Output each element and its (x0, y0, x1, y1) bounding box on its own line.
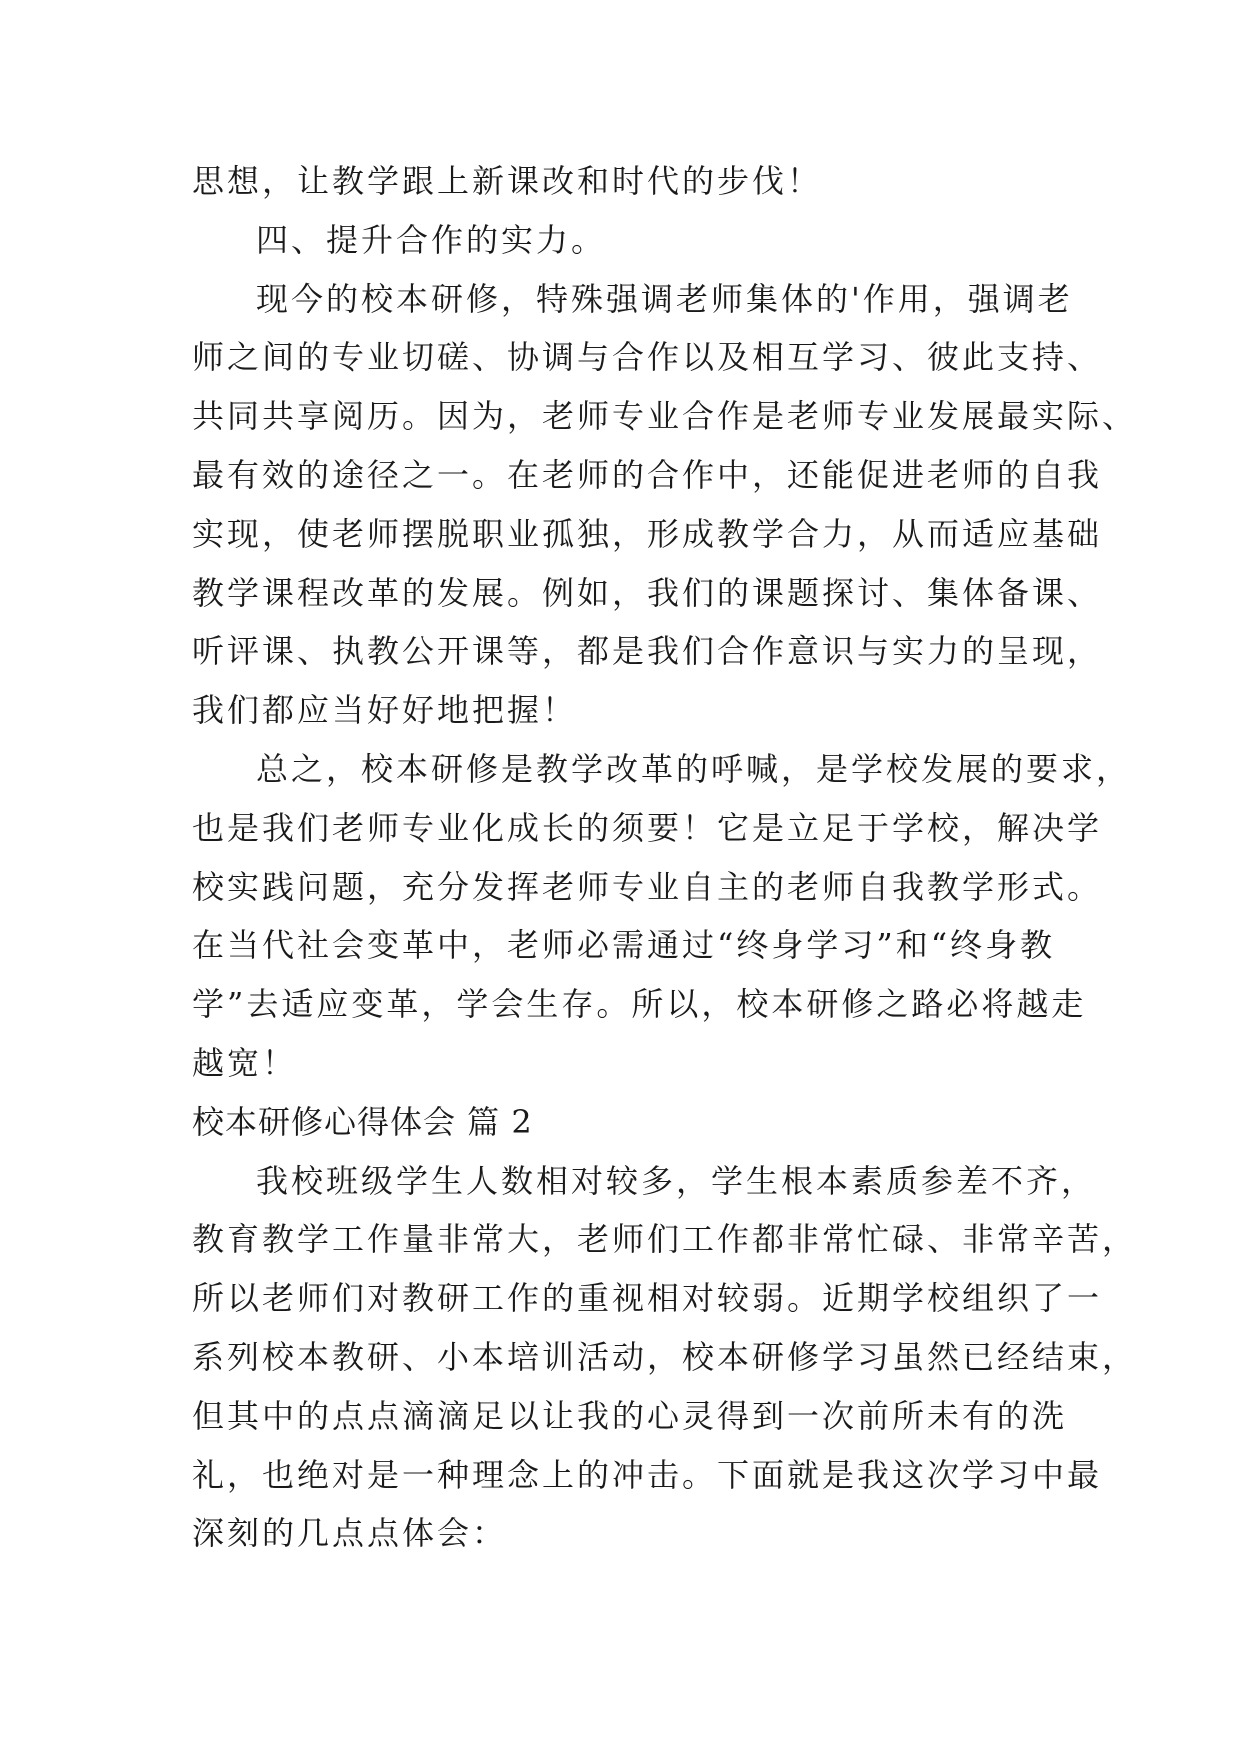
paragraph-line: 越宽！ (192, 1043, 298, 1082)
paragraph-line: 校实践问题，充分发挥老师专业自主的老师自我教学形式。 (192, 867, 1103, 906)
paragraph-line: 教学课程改革的发展。例如，我们的课题探讨、集体备课、 (192, 573, 1103, 612)
document-body (192, 152, 1138, 1563)
paragraph-line: 总之，校本研修是教学改革的呼喊，是学校发展的要求， (256, 749, 1132, 788)
article-title: 校本研修心得体会 篇 2 (192, 1102, 533, 1141)
paragraph-line: 思想，让教学跟上新课改和时代的步伐！ (192, 162, 823, 200)
paragraph-line: 学”去适应变革，学会生存。所以，校本研修之路必将越走 (192, 985, 1087, 1024)
paragraph-line: 师之间的专业切磋、协调与合作以及相互学习、彼此支持、 (192, 338, 1103, 377)
paragraph-line: 我校班级学生人数相对较多，学生根本素质参差不齐， (256, 1161, 1097, 1200)
section-heading: 四、提升合作的实力。 (256, 220, 607, 259)
paragraph-line: 深刻的几点点体会： (192, 1514, 508, 1553)
paragraph-line: 系列校本教研、小本培训活动，校本研修学习虽然已经结束， (192, 1337, 1138, 1376)
paragraph-line: 教育教学工作量非常大，老师们工作都非常忙碌、非常辛苦， (192, 1220, 1138, 1259)
paragraph-line: 也是我们老师专业化成长的须要！它是立足于学校，解决学 (192, 808, 1103, 847)
paragraph-line: 最有效的途径之一。在老师的合作中，还能促进老师的自我 (192, 455, 1103, 494)
paragraph-line: 现今的校本研修，特殊强调老师集体的'作用，强调老 (256, 279, 1073, 318)
paragraph-line: 所以老师们对教研工作的重视相对较弱。近期学校组织了一 (192, 1279, 1103, 1318)
paragraph-line: 听评课、执教公开课等，都是我们合作意识与实力的呈现， (192, 632, 1103, 671)
paragraph-line: 实现，使老师摆脱职业孤独，形成教学合力，从而适应基础 (192, 514, 1103, 553)
paragraph-line: 共同共享阅历。因为，老师专业合作是老师专业发展最实际、 (192, 397, 1138, 436)
paragraph-line: 礼，也绝对是一种理念上的冲击。下面就是我这次学习中最 (192, 1455, 1103, 1494)
paragraph-line: 但其中的点点滴滴足以让我的心灵得到一次前所未有的洗 (192, 1396, 1068, 1435)
paragraph-line: 我们都应当好好地把握！ (192, 691, 578, 730)
paragraph-line: 在当代社会变革中，老师必需通过“终身学习”和“终身教 (192, 926, 1056, 965)
